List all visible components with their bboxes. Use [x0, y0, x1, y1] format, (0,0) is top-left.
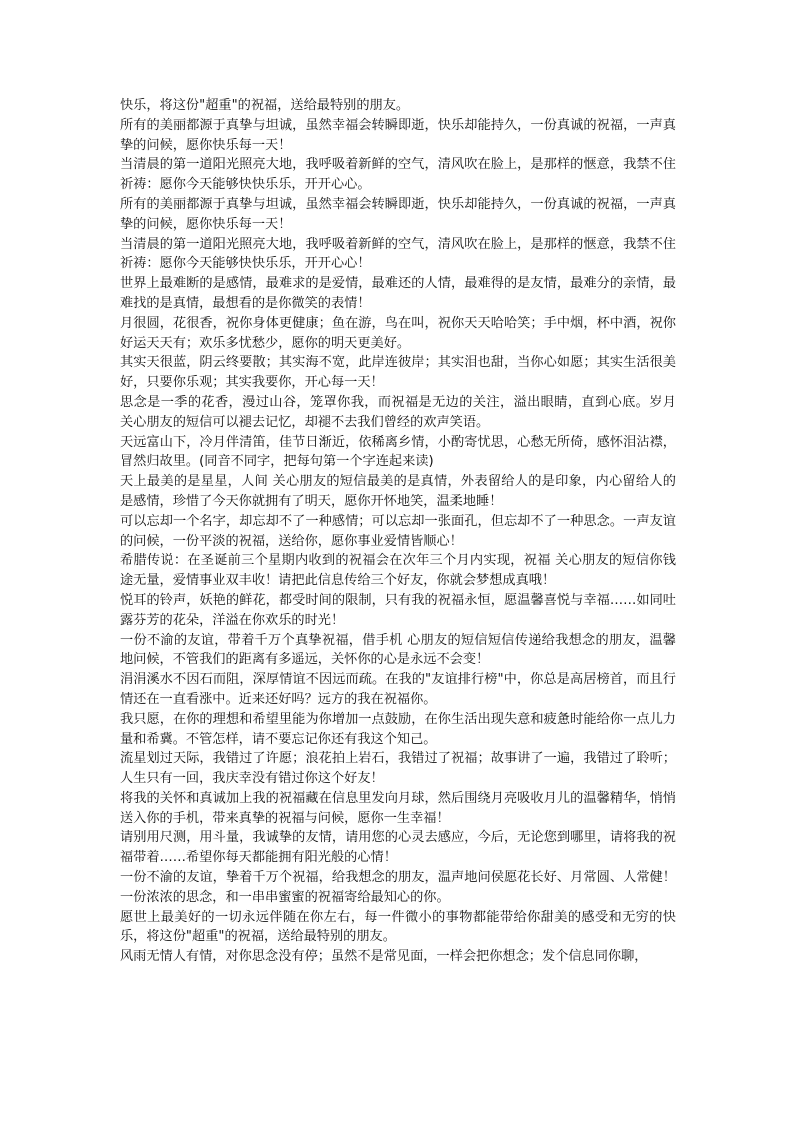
- paragraph: 快乐，将这份"超重"的祝福，送给最特别的朋友。: [120, 98, 410, 113]
- paragraph: 思念是一季的花香，漫过山谷，笼罩你我，而祝福是无边的关注，溢出眼睛，直到心底。岁月 关心朋友的短信可以褪去记忆，却褪不去我们曾经的欢声笑语。: [120, 394, 676, 430]
- paragraph: 请别用尺测，用斗量，我诚挚的友情，请用您的心灵去感应，今后，无论您到哪里，请将我的祝福带着……希望你每天都能拥有阳光般的心情！: [120, 830, 676, 866]
- paragraph: 天远富山下，冷月伴清笛，佳节日渐近，依稀离乡情，小酌寄忧思，心愁无所倚，感怀泪沾襟，冒然归故里。(同音不同字，把每句第一个字连起来读): [120, 434, 676, 470]
- paragraph: 天上最美的是星星，人间 关心朋友的短信最美的是真情，外表留给人的是印象，内心留给人的是感情，珍惜了今天你就拥有了明天，愿你开怀地笑，温柔地睡！: [120, 474, 676, 509]
- paragraph: 一份不渝的友谊，挚着千万个祝福，给我想念的朋友，温声地问侯愿花长好、月常圆、人常健！一份浓浓的思念，和一串串蜜蜜的祝福寄给最知心的你。: [120, 870, 676, 905]
- paragraph: 悦耳的铃声，妖艳的鲜花，都受时间的限制，只有我的祝福永恒，愿温馨喜悦与幸福……如同吐露芬芳的花朵，洋溢在你欢乐的时光！: [120, 592, 676, 628]
- paragraph: 一份不渝的友谊，带着千万个真挚祝福，借手机 心朋友的短信短信传递给我想念的朋友，温馨地问候，不管我们的距离有多遥远，关怀你的心是永远不会变！: [120, 632, 676, 668]
- paragraph: 所有的美丽都源于真挚与坦诚，虽然幸福会转瞬即逝，快乐却能持久，一份真诚的祝福，一声真挚的问候，愿你快乐每一天！: [120, 117, 676, 153]
- paragraph: 涓涓溪水不因石而阻，深厚情谊不因远而疏。在我的"友谊排行榜"中，你总是高居榜首，而且行情还在一直看涨中。近来还好吗？远方的我在祝福你。: [120, 672, 676, 707]
- paragraph: 其实天很蓝，阴云终要散；其实海不宽，此岸连彼岸；其实泪也甜，当你心如愿；其实生活很美好，只要你乐观；其实我要你，开心每一天！: [120, 355, 676, 391]
- paragraph: 风雨无情人有情，对你思念没有停；虽然不是常见面，一样会把你想念；发个信息同你聊，: [120, 949, 648, 965]
- paragraph: 当清晨的第一道阳光照亮大地，我呼吸着新鲜的空气，清风吹在脸上，是那样的惬意，我禁不住祈祷：愿你今天能够快快乐乐，开开心心！: [120, 236, 676, 272]
- document-page: [120, 96, 676, 967]
- paragraph: 我只愿，在你的理想和希望里能为你增加一点鼓励，在你生活出现失意和疲惫时能给你一点儿力量和希冀。不管怎样，请不要忘记你还有我这个知己。: [120, 711, 676, 747]
- paragraph: 将我的关怀和真诚加上我的祝福藏在信息里发向月球，然后围绕月亮吸收月儿的温馨精华，悄悄送入你的手机，带来真挚的祝福与问候，愿你一生幸福！: [120, 790, 676, 826]
- paragraph: 可以忘却一个名字，却忘却不了一种感情；可以忘却一张面孔，但忘却不了一种思念。一声友谊的问候，一份平淡的祝福，送给你，愿你事业爱情皆顺心！: [120, 513, 676, 549]
- paragraph: 流星划过天际，我错过了许愿；浪花拍上岩石，我错过了祝福；故事讲了一遍，我错过了聆听；人生只有一回，我庆幸没有错过你这个好友！: [120, 751, 676, 787]
- paragraph: 希腊传说：在圣诞前三个星期内收到的祝福会在次年三个月内实现，祝福 关心朋友的短信你钱途无量，爱情事业双丰收！请把此信息传给三个好友，你就会梦想成真哦！: [120, 553, 676, 589]
- paragraph: 世界上最难断的是感情，最难求的是爱情，最难还的人情，最难得的是友情，最难分的亲情，最难找的是真情，最想看的是你微笑的表情！: [120, 276, 676, 311]
- paragraph: 愿世上最美好的一切永远伴随在你左右，每一件微小的事物都能带给你甜美的感受和无穷的快乐，将这份"超重"的祝福，送给最特别的朋友。: [120, 909, 676, 945]
- paragraph: 月很圆，花很香，祝你身体更健康；鱼在游，鸟在叫，祝你天天哈哈笑；手中烟，杯中酒，祝你好运天天有；欢乐多忧愁少，愿你的明天更美好。: [120, 315, 676, 351]
- paragraph: 当清晨的第一道阳光照亮大地，我呼吸着新鲜的空气，清风吹在脸上，是那样的惬意，我禁不住祈祷：愿你今天能够快快乐乐，开开心心。: [120, 157, 676, 193]
- paragraph: 所有的美丽都源于真挚与坦诚，虽然幸福会转瞬即逝，快乐却能持久，一份真诚的祝福，一声真挚的问候，愿你快乐每一天！: [120, 196, 676, 232]
